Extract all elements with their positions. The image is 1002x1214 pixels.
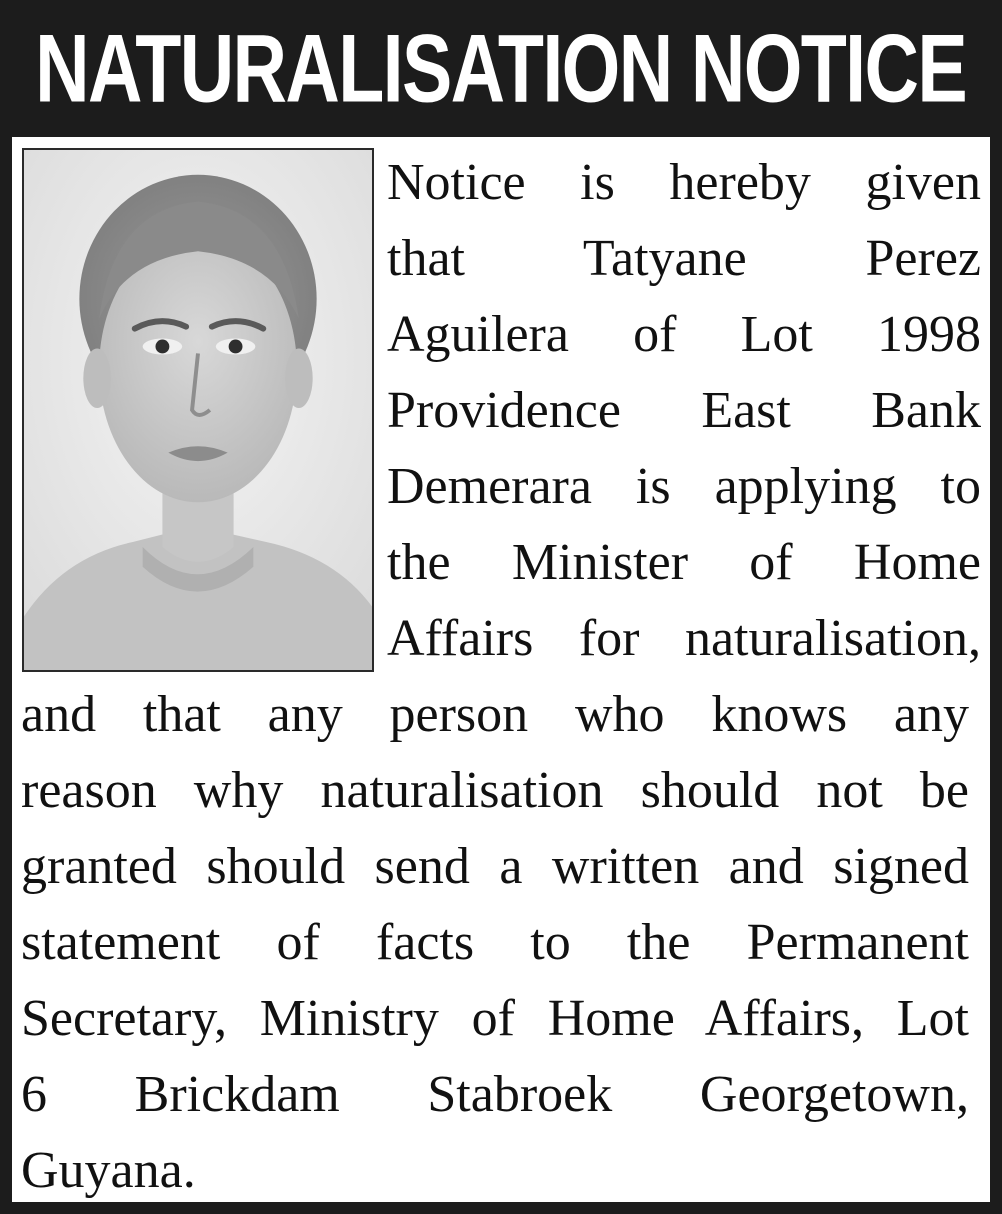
notice-line: the Minister of Home xyxy=(387,534,981,591)
notice-line: Aguilera of Lot 1998 xyxy=(387,306,981,363)
notice-line: 6 Brickdam Stabroek Georgetown, xyxy=(21,1066,969,1123)
notice-line: granted should send a written and signed xyxy=(21,838,969,895)
notice-line: Affairs for naturalisation, xyxy=(387,610,981,667)
notice-body xyxy=(11,136,991,1203)
notice-line: that Tatyane Perez xyxy=(387,230,981,287)
notice-line: Providence East Bank xyxy=(387,382,981,439)
notice-line: Notice is hereby given xyxy=(387,154,981,211)
notice-text-full xyxy=(21,677,969,1209)
applicant-photo xyxy=(22,148,374,672)
title-bar xyxy=(11,0,991,136)
notice-line: Secretary, Ministry of Home Affairs, Lot xyxy=(21,990,969,1047)
notice-line: and that any person who knows any xyxy=(21,686,969,743)
portrait-illustration xyxy=(24,150,372,670)
notice-line: reason why naturalisation should not be xyxy=(21,762,969,819)
notice-text-side xyxy=(387,145,981,677)
notice-line: Demerara is applying to xyxy=(387,458,981,515)
notice-line: statement of facts to the Permanent xyxy=(21,914,969,971)
notice-line: Guyana. xyxy=(21,1142,196,1199)
notice-title: NATURALISATION NOTICE xyxy=(35,15,967,123)
